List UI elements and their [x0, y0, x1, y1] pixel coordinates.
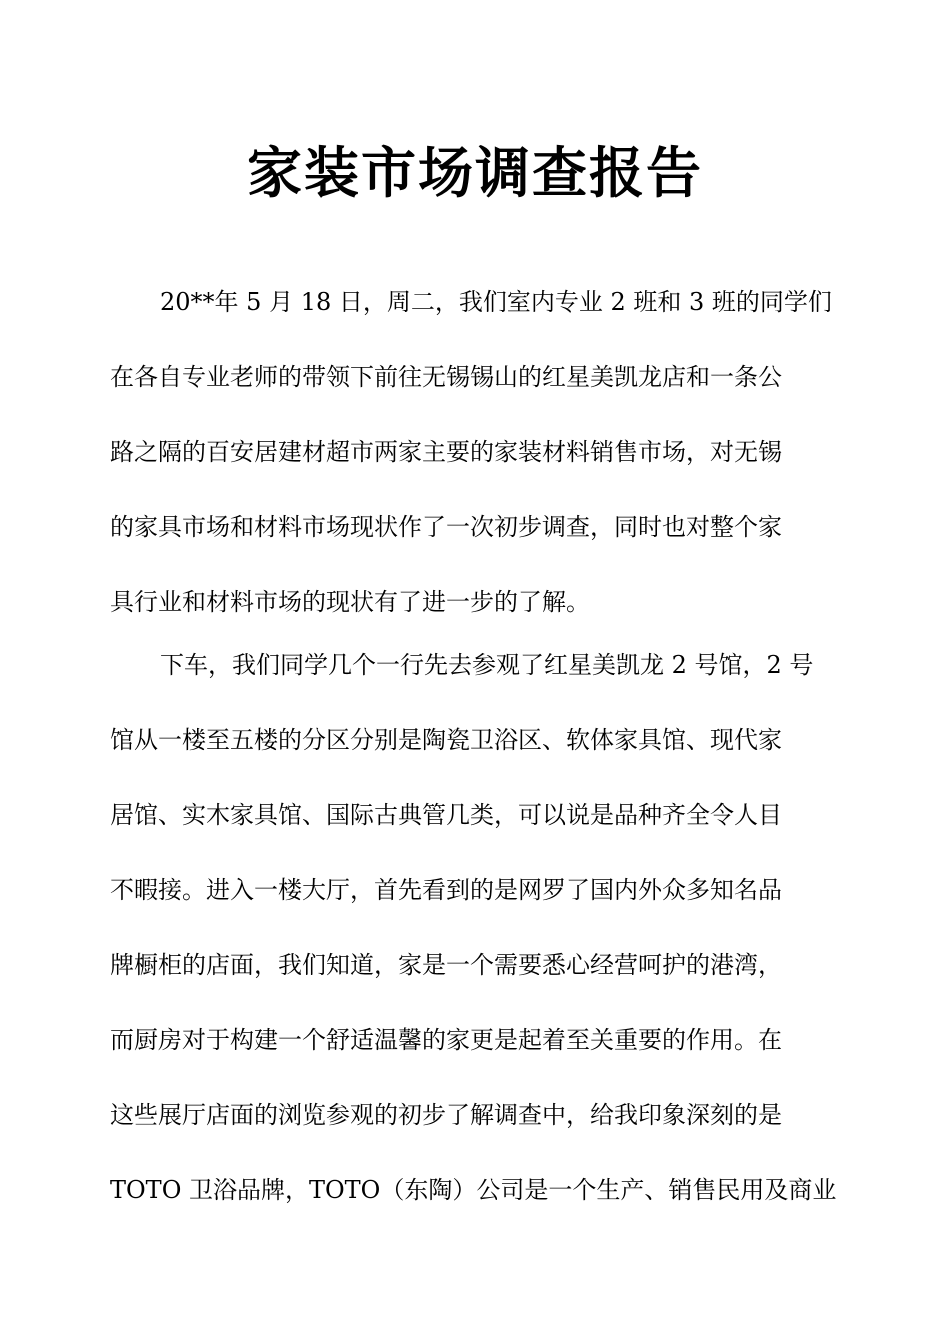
paragraph-line: 居馆、实木家具馆、国际古典管几类，可以说是品种齐全令人目	[110, 801, 782, 829]
paragraph-line: 在各自专业老师的带领下前往无锡锡山的红星美凯龙店和一条公	[110, 363, 782, 391]
paragraph-line: 20**年 5 月 18 日，周二，我们室内专业 2 班和 3 班的同学们	[160, 288, 832, 316]
paragraph-line: TOTO 卫浴品牌，TOTO（东陶）公司是一个生产、销售民用及商业	[110, 1176, 837, 1204]
paragraph-line: 具行业和材料市场的现状有了进一步的了解。	[110, 588, 590, 616]
paragraph-line: 的家具市场和材料市场现状作了一次初步调查，同时也对整个家	[110, 513, 782, 541]
paragraph-line: 馆从一楼至五楼的分区分别是陶瓷卫浴区、软体家具馆、现代家	[110, 726, 782, 754]
paragraph-line: 不暇接。进入一楼大厅，首先看到的是网罗了国内外众多知名品	[110, 876, 782, 904]
paragraph-line: 而厨房对于构建一个舒适温馨的家更是起着至关重要的作用。在	[110, 1026, 782, 1054]
paragraph-line: 路之隔的百安居建材超市两家主要的家装材料销售市场，对无锡	[110, 438, 782, 466]
paragraph-line: 下车，我们同学几个一行先去参观了红星美凯龙 2 号馆，2 号	[160, 651, 814, 679]
document-title: 家装市场调查报告	[246, 141, 703, 205]
paragraph-line: 这些展厅店面的浏览参观的初步了解调查中，给我印象深刻的是	[110, 1101, 782, 1129]
paragraph-line: 牌橱柜的店面，我们知道，家是一个需要悉心经营呵护的港湾，	[110, 951, 782, 979]
